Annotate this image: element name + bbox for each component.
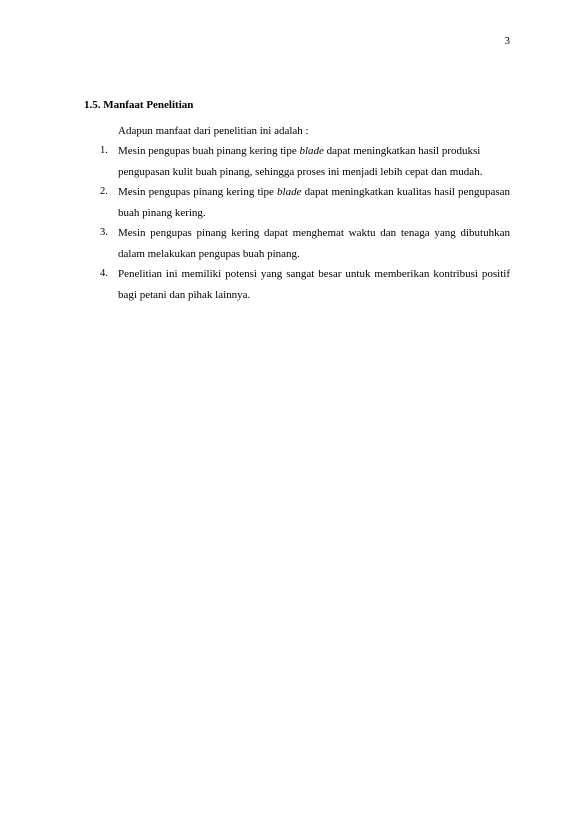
benefit-text [118, 141, 510, 182]
benefit-text-part: dapat meningkatkan hasil produksi pengupasan kulit buah pinang, sehingga proses ini menjadi lebih cepat dan mudah. [118, 145, 483, 178]
benefits-section [84, 98, 510, 305]
benefit-text-part: Mesin pengupas pinang kering tipe [118, 186, 278, 198]
section-heading: 1.5. Manfaat Penelitian [84, 99, 194, 111]
benefit-item-1 [84, 141, 510, 182]
benefit-text: Penelitian ini memiliki potensi yang sangat besar untuk memberikan kontribusi positif bagi petani dan pihak lainnya. [118, 268, 510, 301]
emphasized-term: blade [299, 145, 324, 157]
section-intro: Adapun manfaat dari penelitian ini adalah : [118, 125, 309, 137]
benefit-item-4 [84, 264, 510, 305]
benefit-text-part: dapat meningkatkan kualitas hasil pengupasan buah pinang kering. [118, 186, 510, 219]
benefit-list [84, 141, 510, 305]
list-number: 4. [100, 268, 108, 279]
emphasized-term: blade [277, 186, 302, 198]
benefit-item-2 [84, 182, 510, 223]
list-number: 3. [100, 227, 108, 238]
list-number: 1. [100, 145, 108, 156]
benefit-item-3 [84, 223, 510, 264]
list-number: 2. [100, 186, 108, 197]
benefit-text-part: Mesin pengupas buah pinang kering tipe [118, 145, 300, 157]
benefit-text [118, 182, 510, 223]
benefit-text: Mesin pengupas pinang kering dapat menghemat waktu dan tenaga yang dibutuhkan dalam melakukan pengupas buah pinang. [118, 227, 510, 260]
page-number: 3 [504, 35, 510, 47]
